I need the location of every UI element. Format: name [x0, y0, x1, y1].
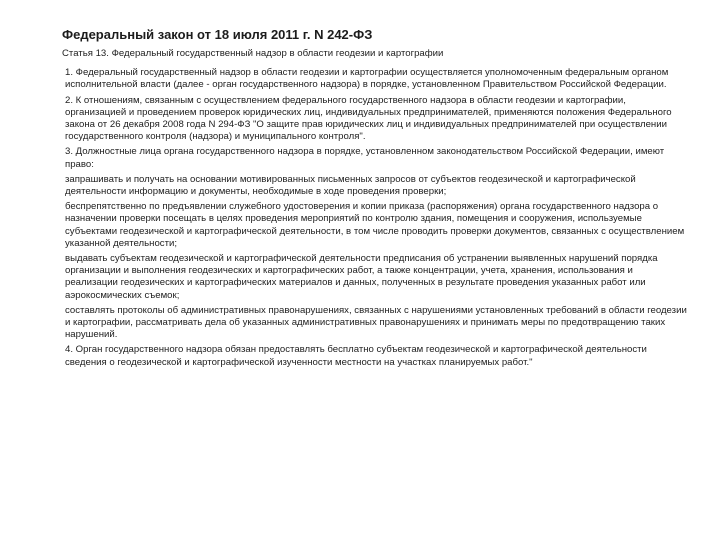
paragraph-3: 3. Должностные лица органа государственного надзора в порядке, установленном законодательством Российской Федерации, имеют право: — [65, 146, 665, 170]
paragraph-right-orders: выдавать субъектам геодезической и картографической деятельности предписания об устранении выявленных нарушений порядка организации и выполнения геодезических и картографических работ, а также концентрации, учета, хранения, использования и реализации геодезических и картографических материалов и данных, полученных в результате проведения указанных работ или аэрокосмических съемок; — [65, 253, 658, 301]
document-body — [62, 48, 688, 372]
paragraph-2: 2. К отношениям, связанным с осуществлением федерального государственного надзора в области геодезии и картографии, организацией и проведением проверок юридических лиц, индивидуальных предпринимателей, применяются положения Федерального закона от 26 декабря 2008 года N 294-ФЗ "О защите прав юридических лиц и индивидуальных предпринимателей при осуществлении государственного контроля (надзора) и муниципального контроля". — [65, 94, 672, 143]
paragraph-right-visit: беспрепятственно по предъявлении служебного удостоверения и копии приказа (распоряжения) органа государственного надзора о назначении проверки посещать в целях проведения мероприятий по контролю здания, помещения и сооружения, используемые субъектами геодезической и картографической деятельности, в том числе проводить проверки документов, связанных с осуществлением указанной деятельности; — [65, 201, 685, 249]
paragraph-right-request: запрашивать и получать на основании мотивированных письменных запросов от субъектов геодезической и картографической деятельности информацию и документы, необходимые в ходе проведения проверки; — [65, 173, 636, 198]
paragraph-right-protocols: составлять протоколы об административных правонарушениях, связанных с нарушениями установленных требований в области геодезии и картографии, рассматривать дела об указанных административных правонарушениях и принимать меры по предотвращению таких нарушений. — [65, 304, 687, 341]
article-heading: Статья 13. Федеральный государственный надзор в области геодезии и картографии — [62, 48, 444, 59]
paragraph-1: 1. Федеральный государственный надзор в области геодезии и картографии осуществляется уполномоченным федеральным органом исполнительной власти (далее - орган государственного надзора) в порядке, установленном Правительством Российской Федерации. — [65, 67, 669, 91]
document-title: Федеральный закон от 18 июля 2011 г. N 242-ФЗ — [62, 27, 373, 42]
paragraph-4: 4. Орган государственного надзора обязан предоставлять бесплатно субъектам геодезической и картографической деятельности сведения о геодезической и картографической изученности местности на участках планируемых работ." — [65, 344, 647, 368]
